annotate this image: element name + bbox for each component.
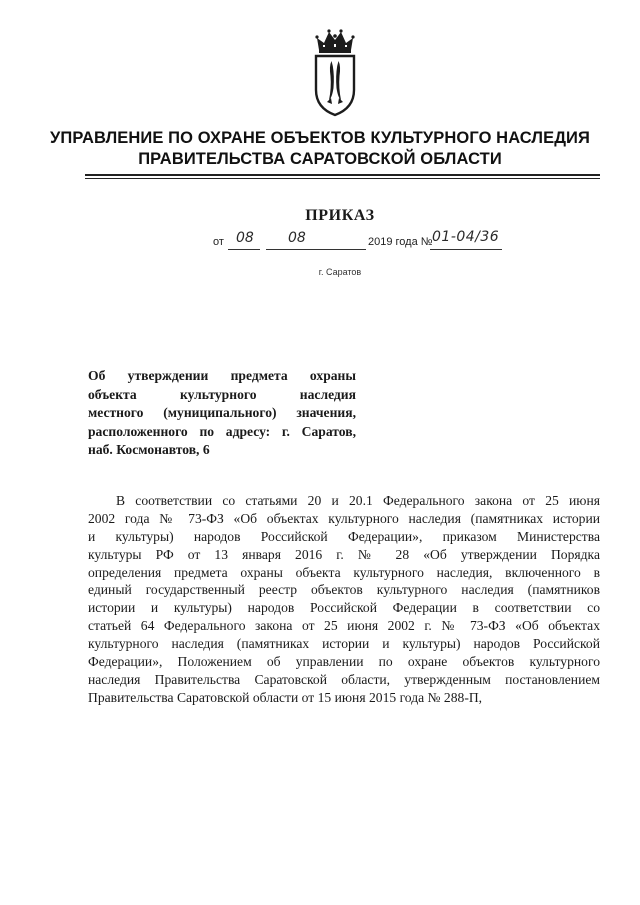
body-line: определения предмета охраны объекта культурного наследия, включенного в xyxy=(88,564,600,580)
subject-line: Об утверждении предмета охраны xyxy=(88,368,356,383)
header-divider xyxy=(85,174,600,176)
body-line: статьей 64 Федерального закона от 25 июня 2002 г. № 73-ФЗ «Об объектах xyxy=(88,618,600,634)
body-line: культурного наследия (памятниках истории и культуры) народов Российской xyxy=(88,636,600,652)
body-line: культуры РФ от 13 января 2016 г. № 28 «Об утверждении Порядка xyxy=(88,546,600,562)
body-line: истории и культуры) народов Российской Федерации в соответствии со xyxy=(88,600,600,616)
header-divider-thin xyxy=(85,178,600,179)
subject-line: расположенного по адресу: г. Саратов, xyxy=(88,423,356,439)
body-line: 2002 года № 73-ФЗ «Об объектах культурного наследия (памятниках истории xyxy=(88,510,600,526)
order-subject xyxy=(88,367,356,460)
body-line: В соответствии со статьями 20 и 20.1 Федерального закона от 25 июня xyxy=(116,493,600,508)
issue-city: г. Саратов xyxy=(318,267,362,277)
year-label: 2019 года № xyxy=(368,236,433,248)
subject-line: объекта культурного наследия xyxy=(88,386,356,402)
body-line: Федерации», Положением об управлении по охране объектов культурного xyxy=(88,654,600,670)
coat-of-arms-icon xyxy=(305,28,365,118)
body-line: наследия Правительства Саратовской области, утвержденным постановлением xyxy=(88,671,600,687)
date-prefix: от xyxy=(213,236,224,248)
subject-line: наб. Космонавтов, 6 xyxy=(88,442,210,457)
body-line: Правительства Саратовской области от 15 июня 2015 года № 288-П, xyxy=(88,689,483,705)
body-line: и культуры) народов Российской Федерации», приказом Министерства xyxy=(88,528,600,544)
organization-name-line-1: УПРАВЛЕНИЕ ПО ОХРАНЕ ОБЪЕКТОВ КУЛЬТУРНОГО НАСЛЕДИЯ xyxy=(50,129,590,147)
organization-name-line-2: ПРАВИТЕЛЬСТВА САРАТОВСКОЙ ОБЛАСТИ xyxy=(138,150,502,168)
date-month: 08 xyxy=(288,230,306,246)
number-underline xyxy=(430,249,502,250)
body-line: единый государственный реестр объектов культурного наследия (памятников xyxy=(88,582,600,598)
day-underline xyxy=(228,249,260,250)
subject-line: местного (муниципального) значения, xyxy=(88,405,356,420)
date-day: 08 xyxy=(236,230,254,246)
order-number: 01-04/36 xyxy=(432,229,500,245)
order-body-paragraph xyxy=(88,492,600,707)
document-type: ПРИКАЗ xyxy=(305,207,375,224)
month-underline xyxy=(266,249,366,250)
